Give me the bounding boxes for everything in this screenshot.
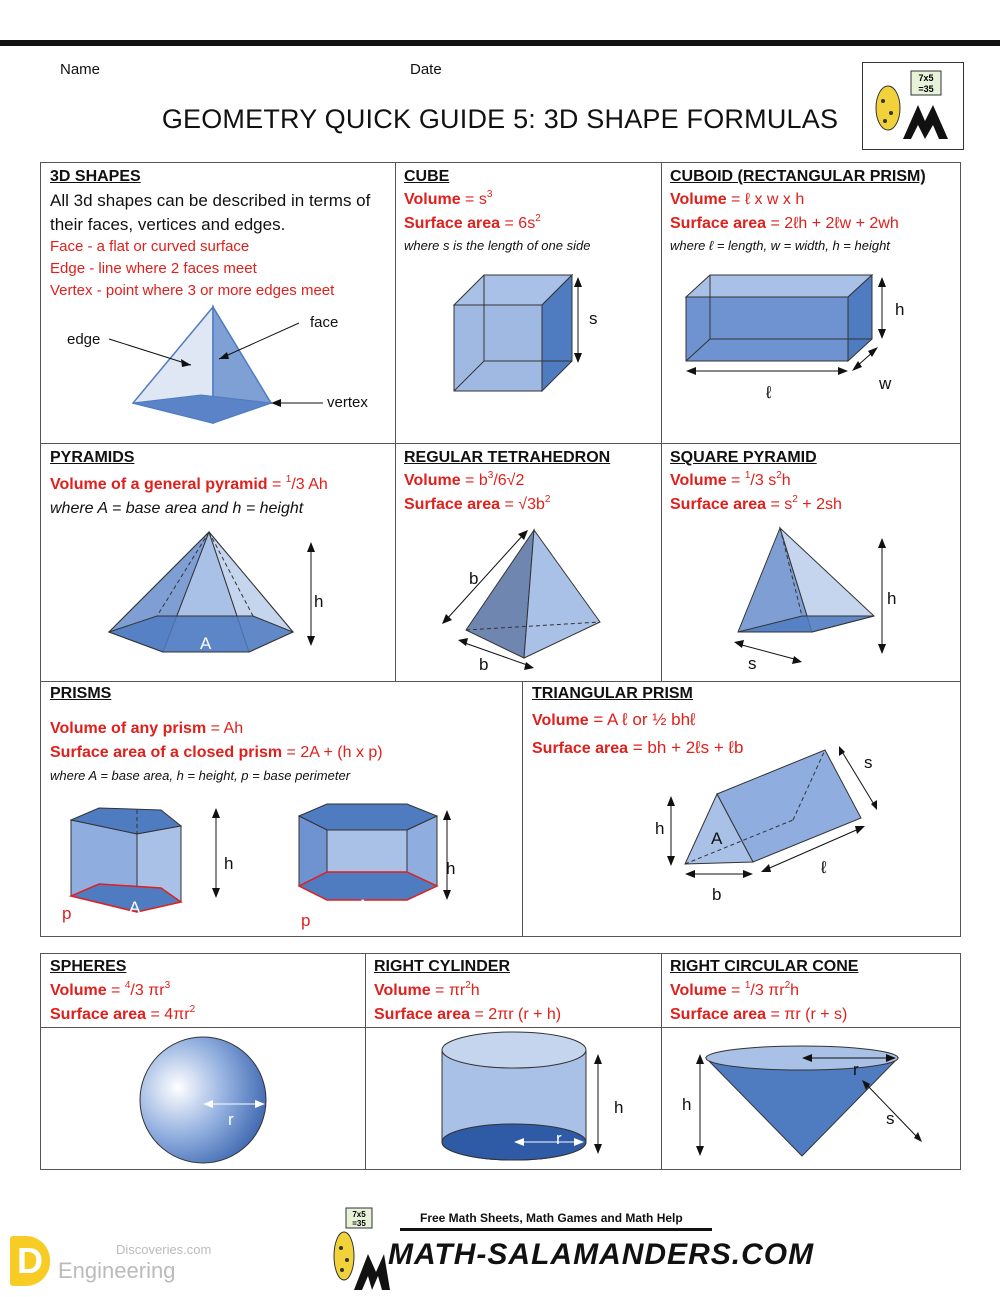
prism-dim-p1: p <box>62 904 72 923</box>
prism-dim-h2: h <box>446 859 456 878</box>
cone-volume-label: Volume <box>670 982 727 999</box>
pyramid-volume-eq: = <box>267 476 286 493</box>
pyramid-note: where A = base area and h = height <box>50 500 304 517</box>
hex-pyramid-diagram <box>41 524 397 683</box>
cube-dim-s: s <box>589 309 598 328</box>
salamander-logo <box>862 62 964 150</box>
heading-triangular-prism: TRIANGULAR PRISM <box>532 685 693 702</box>
cuboid-sa-label: Surface area <box>670 215 767 232</box>
face-label: face <box>310 314 339 331</box>
sphere-diagram <box>41 1028 367 1171</box>
cube-sa-eq: = 6s <box>500 215 536 232</box>
pyramid-volume-rest: /3 Ah <box>291 476 328 493</box>
intro-line-1: All 3d shapes can be described in terms of <box>50 191 371 210</box>
cuboid-dim-l: ℓ <box>766 383 772 402</box>
sphere-volume-mid: /3 πr <box>130 982 165 999</box>
cell-sphere-diagram <box>40 1027 366 1170</box>
heading-prisms: PRISMS <box>50 685 112 702</box>
svg-text:=35: =35 <box>352 1219 366 1228</box>
sqpyr-sa-rest: + 2sh <box>797 496 842 513</box>
cell-cylinder-diagram <box>365 1027 662 1170</box>
cube-volume-label: Volume <box>404 191 461 208</box>
heading-3d-shapes: 3D SHAPES <box>50 168 141 185</box>
name-label: Name <box>60 61 101 78</box>
cell-cuboid <box>661 162 961 444</box>
sqpyr-volume-num: 1 <box>744 470 751 481</box>
cone-sa-label: Surface area <box>670 1006 767 1023</box>
cube-sa-label: Surface area <box>404 215 501 232</box>
cone-sa-eq: = πr (r + s) <box>766 1006 848 1023</box>
pyramid-dim-h: h <box>314 592 324 611</box>
tetra-dim-b2: b <box>479 655 489 674</box>
vertex-label: vertex <box>327 394 368 411</box>
sqpyr-dim-h: h <box>887 589 897 608</box>
heading-cuboid: CUBOID (RECTANGULAR PRISM) <box>670 168 926 185</box>
prism-dim-h1: h <box>224 854 234 873</box>
cone-volume-num: 1 <box>744 980 751 991</box>
cone-dim-r: r <box>853 1060 859 1079</box>
sqpyr-dim-s: s <box>748 654 757 673</box>
footer-site: MATH-SALAMANDERS.COM <box>388 1238 815 1271</box>
cuboid-volume-eq: = ℓ x w x h <box>726 191 805 208</box>
sqpyr-volume-exp: 2 <box>776 470 782 481</box>
pyramid-volume-label: Volume of a general pyramid <box>50 476 268 493</box>
cell-cube <box>395 162 662 444</box>
cell-prisms <box>40 681 523 937</box>
heading-spheres: SPHERES <box>50 958 127 975</box>
tetra-sa-eq: = √3b <box>500 496 545 513</box>
pyramid-dim-a: A <box>200 634 212 653</box>
cone-dim-h: h <box>682 1095 692 1114</box>
prism-dim-a1: A <box>129 898 141 917</box>
cuboid-dim-h: h <box>895 300 905 319</box>
triprism-volume-label: Volume <box>532 712 589 729</box>
cone-dim-s: s <box>886 1109 895 1128</box>
edge-label: edge <box>67 331 101 348</box>
tetra-volume-exp: 3 <box>487 470 494 481</box>
triprism-dim-b: b <box>712 885 722 904</box>
sphere-sa-label: Surface area <box>50 1006 147 1023</box>
triprism-dim-a: A <box>711 829 723 848</box>
sqpyr-volume-mid: /3 s <box>750 472 777 489</box>
sqpyr-volume-eq: = <box>726 472 745 489</box>
svg-text:=35: =35 <box>918 84 934 94</box>
svg-text:7x5: 7x5 <box>918 73 934 83</box>
cone-diagram <box>662 1028 962 1171</box>
cube-note: where s is the length of one side <box>404 238 591 253</box>
cube-diagram <box>396 263 663 443</box>
tetrahedron-diagram <box>396 524 663 683</box>
cylinder-volume-rest: h <box>470 982 480 999</box>
tetra-sa-exp: 2 <box>544 494 551 505</box>
svg-text:7x5: 7x5 <box>352 1210 366 1219</box>
triprism-sa-label: Surface area <box>532 740 629 757</box>
cell-spheres-header <box>40 953 366 1028</box>
sqpyr-sa-label: Surface area <box>670 496 767 513</box>
triprism-dim-l: ℓ <box>821 858 827 877</box>
cuboid-volume-label: Volume <box>670 191 727 208</box>
sqpyr-volume-rest: h <box>781 472 791 489</box>
square-pyramid-diagram <box>662 524 962 683</box>
watermark-bottom: Engineering <box>58 1258 176 1283</box>
cube-volume-exp: 3 <box>486 189 493 200</box>
tetra-volume-label: Volume <box>404 472 461 489</box>
cuboid-note: where ℓ = length, w = width, h = height <box>670 238 890 253</box>
cylinder-dim-h: h <box>614 1098 624 1117</box>
sqpyr-sa-exp: 2 <box>792 494 798 505</box>
heading-cube: CUBE <box>404 168 450 185</box>
prism-sa-label: Surface area of a closed prism <box>50 744 283 761</box>
prism-note: where A = base area, h = height, p = base perimeter <box>50 768 351 783</box>
date-label: Date <box>410 61 442 78</box>
triangular-prism-diagram <box>523 742 962 938</box>
heading-tetrahedron: REGULAR TETRAHEDRON <box>404 449 611 466</box>
footer-rule <box>400 1228 712 1231</box>
sqpyr-sa-eq: = s <box>766 496 793 513</box>
heading-cone: RIGHT CIRCULAR CONE <box>670 958 859 975</box>
cuboid-diagram <box>662 263 962 443</box>
prism-sa-eq: = 2A + (h x p) <box>282 744 383 761</box>
sphere-volume-label: Volume <box>50 982 107 999</box>
sphere-sa-exp: 2 <box>189 1004 196 1015</box>
cell-3d-shapes <box>40 162 396 444</box>
footer-tagline: Free Math Sheets, Math Games and Math Help <box>420 1211 683 1225</box>
cell-tetrahedron <box>395 443 662 682</box>
triprism-dim-s: s <box>864 753 873 772</box>
triprism-volume-eq: = A ℓ or ½ bhℓ <box>588 710 696 729</box>
intro-line-2: their faces, vertices and edges. <box>50 215 286 234</box>
cell-cone-diagram <box>661 1027 961 1170</box>
cone-volume-exp: 2 <box>784 980 791 991</box>
heading-square-pyramid: SQUARE PYRAMID <box>670 449 817 466</box>
page-title: GEOMETRY QUICK GUIDE 5: 3D SHAPE FORMULAS <box>161 104 839 134</box>
prism-dim-a2: A <box>357 896 369 915</box>
prism-volume-eq: = Ah <box>206 720 244 737</box>
triprism-sa-eq: = bh + 2ℓs + ℓb <box>628 738 744 757</box>
footer-logo <box>328 1206 390 1292</box>
triprism-dim-h: h <box>655 819 665 838</box>
pyramid-diagram <box>41 303 397 443</box>
cell-pyramids <box>40 443 396 682</box>
sphere-volume-num: 4 <box>124 980 131 991</box>
edge-definition: Edge - line where 2 faces meet <box>50 260 257 277</box>
sphere-dim-r: r <box>228 1110 234 1129</box>
cylinder-sa-eq: = 2πr (r + h) <box>470 1006 562 1023</box>
heading-pyramids: PYRAMIDS <box>50 449 135 466</box>
cone-volume-eq: = <box>726 982 745 999</box>
vertex-definition: Vertex - point where 3 or more edges meet <box>50 282 335 299</box>
cuboid-dim-w: w <box>879 374 892 393</box>
sphere-sa-eq: = 4πr <box>146 1006 190 1023</box>
cylinder-sa-label: Surface area <box>374 1006 471 1023</box>
cube-volume-eq: = s <box>460 191 487 208</box>
tetra-volume-rest: /6√2 <box>493 472 525 489</box>
tetra-dim-b1: b <box>469 569 479 588</box>
cylinder-dim-r: r <box>556 1129 562 1148</box>
cell-cylinder-header <box>365 953 662 1028</box>
cylinder-volume-eq: = πr <box>430 982 466 999</box>
watermark-logo: D <box>10 1236 50 1286</box>
tetra-volume-eq: = b <box>460 472 488 489</box>
heading-cylinder: RIGHT CYLINDER <box>374 958 510 975</box>
cell-square-pyramid <box>661 443 961 682</box>
tetra-sa-label: Surface area <box>404 496 501 513</box>
prism-dim-p2: p <box>301 911 311 930</box>
cell-cone-header <box>661 953 961 1028</box>
top-rule <box>0 40 1000 46</box>
cube-sa-exp: 2 <box>535 213 541 224</box>
cell-triangular-prism <box>522 681 961 937</box>
sphere-volume-eq: = <box>106 982 125 999</box>
sphere-volume-exp: 3 <box>164 980 171 991</box>
cone-volume-mid: /3 πr <box>750 982 785 999</box>
prism-volume-label: Volume of any prism <box>50 720 207 737</box>
watermark-top: Discoveries.com <box>116 1242 212 1257</box>
face-definition: Face - a flat or curved surface <box>50 238 250 255</box>
cylinder-volume-label: Volume <box>374 982 431 999</box>
cone-volume-rest: h <box>790 982 800 999</box>
pyramid-volume-num: 1 <box>285 474 292 485</box>
cylinder-volume-exp: 2 <box>465 980 471 991</box>
sqpyr-volume-label: Volume <box>670 472 727 489</box>
cuboid-sa-eq: = 2ℓh + 2ℓw + 2wh <box>766 215 899 232</box>
